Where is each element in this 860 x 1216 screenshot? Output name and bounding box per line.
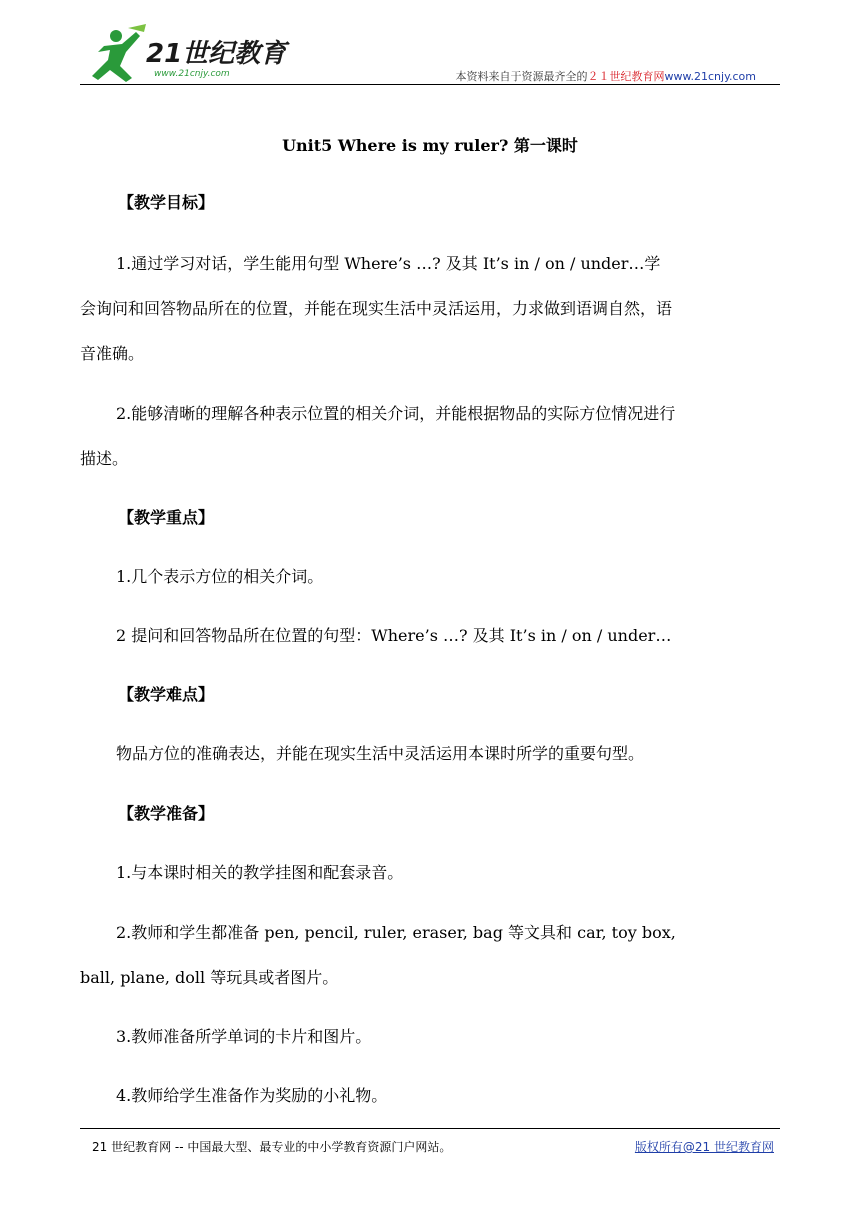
paragraph-line: 描述。 [80,449,129,468]
paragraph-line: 1.与本课时相关的教学挂图和配套录音。 [116,863,404,882]
section-heading-difficulties: 【教学难点】 [118,685,215,704]
paragraph-line: 2.能够清晰的理解各种表示位置的相关介词，并能根据物品的实际方位情况进行 [116,404,676,423]
logo-21cnjy [80,22,300,86]
header-note-url[interactable]: www.21cnjy.com [664,70,756,83]
header-divider [80,84,780,85]
page-header [80,22,780,86]
paragraph-line: 1.通过学习对话，学生能用句型 Where’s …? 及其 It’s in / on / under…学 [116,254,661,273]
footer-site-description: 21 世纪教育网 -- 中国最大型、最专业的中小学教育资源门户网站。 [92,1140,452,1154]
paragraph-line: 1.几个表示方位的相关介词。 [116,567,324,586]
paragraph-line: 音准确。 [80,344,145,363]
paragraph-line: ball, plane, doll 等玩具或者图片。 [80,968,339,987]
paragraph-line: 2.教师和学生都准备 pen, pencil, ruler, eraser, bag 等文具和 car, toy box, [116,923,676,942]
section-heading-preparation: 【教学准备】 [118,804,215,823]
header-note-site: ２１世纪教育网 [587,70,665,83]
logo-text: 21世纪教育 [146,39,287,69]
paragraph-line: 物品方位的准确表达，并能在现实生活中灵活运用本课时所学的重要句型。 [116,744,645,763]
logo-url: www.21cnjy.com [154,69,230,79]
header-note-prefix: 本资料来自于资源最齐全的 [455,70,588,83]
paragraph-line: 4.教师给学生准备作为奖励的小礼物。 [116,1086,388,1105]
runner-icon [92,24,146,82]
paragraph-line: 会询问和回答物品所在的位置，并能在现实生活中灵活运用，力求做到语调自然，语 [80,299,673,318]
document-title: Unit5 Where is my ruler? 第一课时 [282,136,578,155]
section-heading-objectives: 【教学目标】 [118,193,215,212]
footer-copyright-link[interactable]: 版权所有@21 世纪教育网 [634,1140,774,1154]
footer-divider [80,1128,780,1129]
section-heading-key-points: 【教学重点】 [118,508,215,527]
paragraph-line: 3.教师准备所学单词的卡片和图片。 [116,1027,372,1046]
paragraph-line: 2 提问和回答物品所在位置的句型：Where’s …? 及其 It’s in / on / under… [116,626,672,645]
header-source-note [456,68,756,84]
